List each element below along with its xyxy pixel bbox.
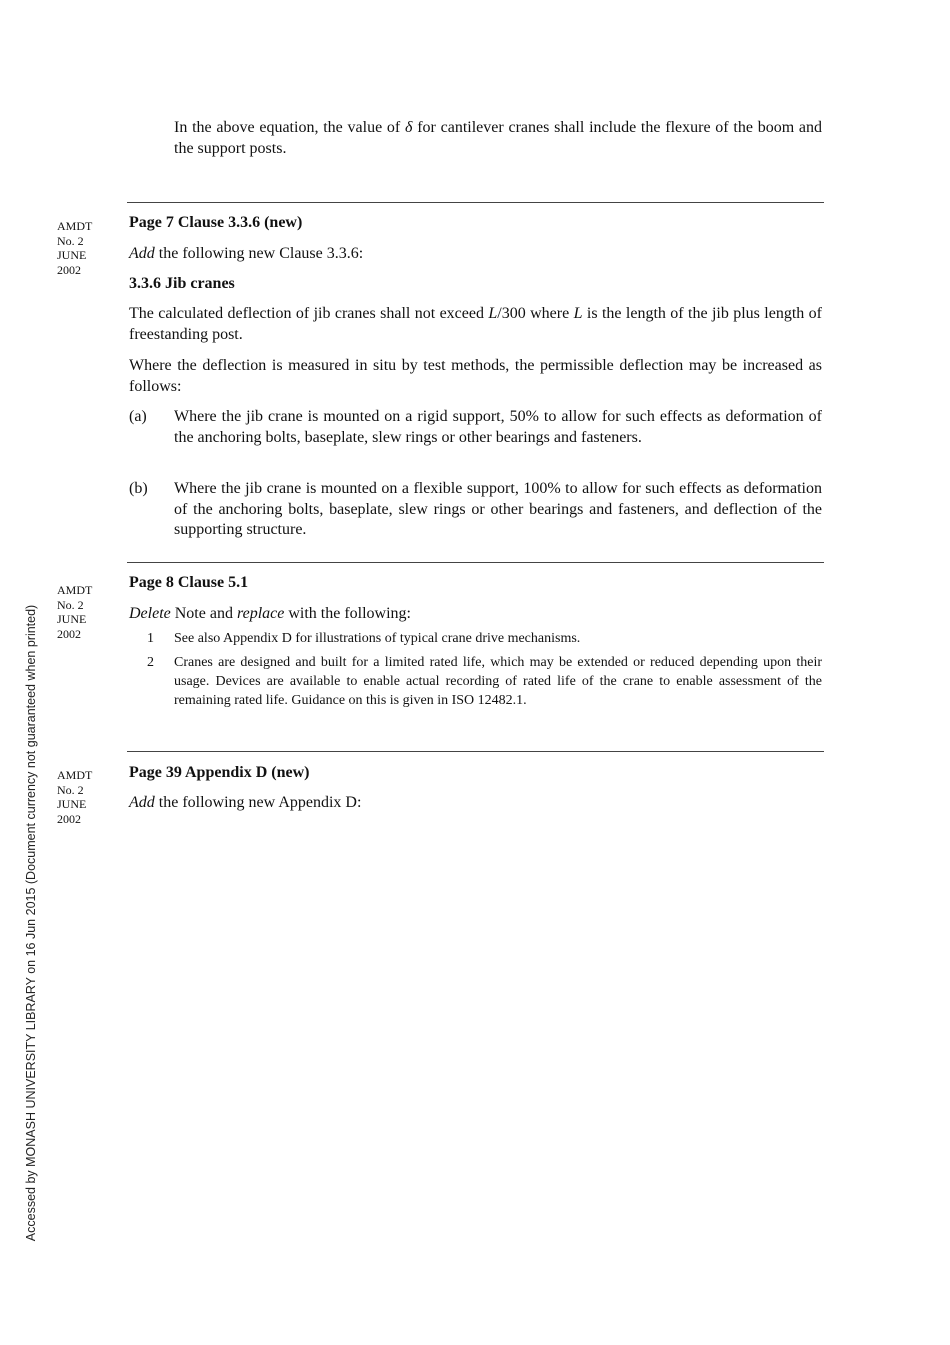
amendment-stamp-line: 2002 [57, 811, 81, 826]
list-item-text: Where the jib crane is mounted on a flexible support, 100% to allow for such effects as deformation of the anchoring bolts, baseplate, slew rings or other bearings and fasteners, and deflection of the supporting structure. [174, 480, 822, 538]
paragraph-text: /300 where [497, 305, 574, 322]
instruction-verb: Add [129, 794, 155, 811]
amendment-stamp-line: No. 2 [57, 233, 84, 248]
section-instruction [129, 244, 822, 265]
instruction-verb: Delete [129, 605, 171, 622]
section-heading: Page 39 Appendix D (new) [129, 764, 310, 781]
access-watermark [22, 598, 40, 1248]
section-instruction [129, 604, 822, 625]
section-divider [127, 202, 824, 203]
section-heading: Page 7 Clause 3.3.6 (new) [129, 214, 303, 231]
note-number: 2 [147, 655, 154, 670]
intro-text-1: In the above equation, the value of [174, 119, 406, 136]
list-item-label: (b) [129, 480, 148, 497]
access-watermark-text: Accessed by MONASH UNIVERSITY LIBRARY on 16 Jun 2015 (Document currency not guaranteed when printed) [24, 604, 38, 1242]
instruction-verb: replace [236, 605, 285, 622]
amendment-stamp-line: No. 2 [57, 782, 84, 797]
note-text: Cranes are designed and built for a limited rated life, which may be extended or reduced depending upon their usage. Devices are available to enable actual recording of rated life of the crane to enable assessment of the remaining rated life. Guidance on this is given in ISO 12482.1. [174, 655, 822, 708]
amendment-stamp [57, 583, 117, 641]
instruction-text: with the following: [284, 605, 411, 622]
note-number: 1 [147, 631, 154, 646]
note-text: See also Appendix D for illustrations of typical crane drive mechanisms. [174, 631, 581, 646]
instruction-verb: Add [129, 245, 155, 262]
intro-text-2: for cantilever cranes shall include the flexure of the boom and the support posts. [174, 119, 823, 157]
amendment-stamp [57, 219, 117, 277]
variable-l: L [488, 305, 498, 322]
section-heading: Page 8 Clause 5.1 [129, 574, 249, 591]
list-item-text: Where the jib crane is mounted on a rigid support, 50% to allow for such effects as deformation of the anchoring bolts, baseplate, slew rings or other bearings and fasteners. [174, 408, 822, 446]
clause-subheading: 3.3.6 Jib cranes [129, 275, 235, 292]
amendment-stamp-line: AMDT [57, 768, 93, 782]
amendment-stamp-line: JUNE [57, 797, 87, 811]
section-divider [127, 562, 824, 563]
amendment-stamp-line: 2002 [57, 626, 81, 641]
delta-symbol: δ [405, 119, 413, 136]
amendment-stamp-line: JUNE [57, 248, 87, 262]
deflection-paragraph [129, 304, 822, 345]
intro-paragraph [174, 118, 822, 159]
in-situ-paragraph: Where the deflection is measured in situ by test methods, the permissible deflection may be increased as follows: [129, 357, 822, 395]
instruction-text: Note and [170, 605, 237, 622]
amendment-stamp-line: AMDT [57, 583, 93, 597]
list-item-label: (a) [129, 408, 147, 425]
paragraph-text: The calculated deflection of jib cranes shall not exceed [129, 305, 489, 322]
variable-l: L [573, 305, 583, 322]
amendment-stamp-line: AMDT [57, 219, 93, 233]
section-divider [127, 751, 824, 752]
amendment-stamp-line: No. 2 [57, 597, 84, 612]
amendment-stamp-line: 2002 [57, 262, 81, 277]
instruction-text: the following new Appendix D: [154, 794, 362, 811]
amendment-stamp-line: JUNE [57, 612, 87, 626]
section-instruction [129, 793, 822, 814]
instruction-text: the following new Clause 3.3.6: [154, 245, 364, 262]
paragraph-text: is the length of the jib plus length of freestanding post. [129, 305, 823, 343]
amendment-stamp [57, 768, 117, 826]
